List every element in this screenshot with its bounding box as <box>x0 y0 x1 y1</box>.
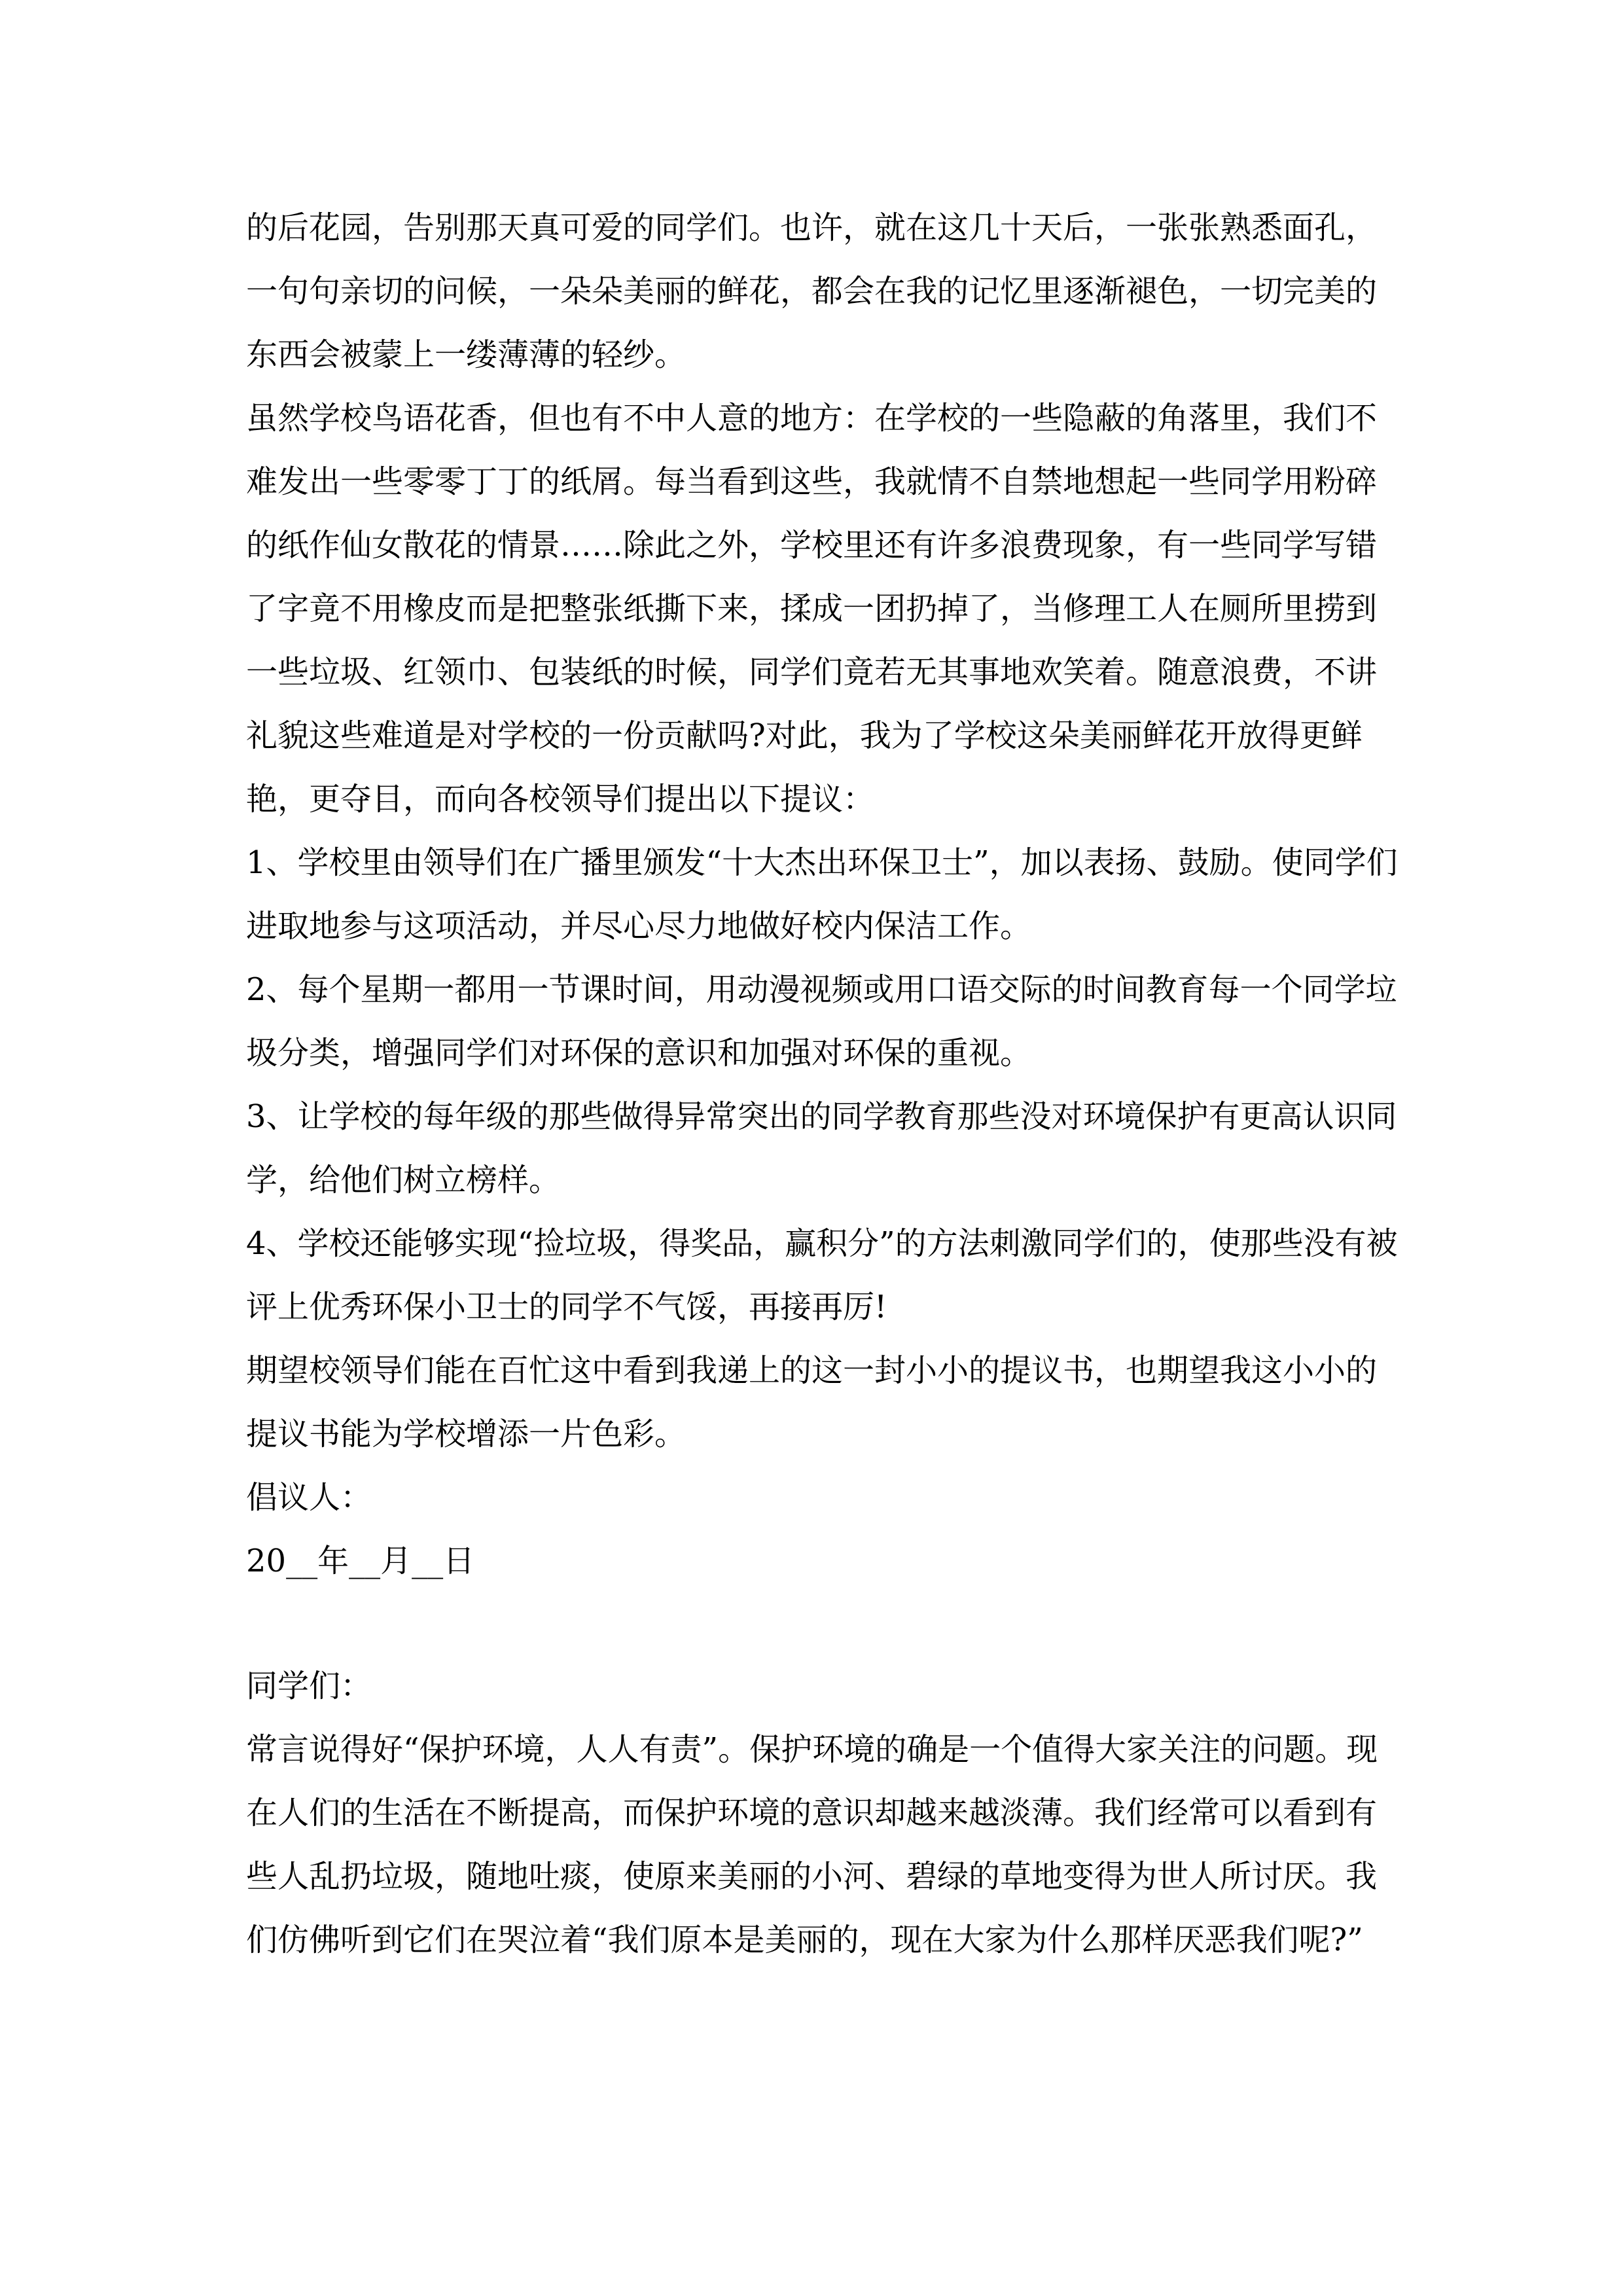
letter-body-continued <box>246 196 1398 1593</box>
date-line: 20__年__月__日 <box>246 1543 475 1579</box>
proposal-item-3: 3、让学校的每年级的那些做得异常突出的同学教育那些没对环境保护有更高认识同学，给他们树立榜样。 <box>246 1098 1397 1198</box>
paragraph-farewell: 的后花园，告别那天真可爱的同学们。也许，就在这几十天后，一张张熟悉面孔，一句句亲切的问候，一朵朵美丽的鲜花，都会在我的记忆里逐渐褪色，一切完美的东西会被蒙上一缕薄薄的轻纱。 <box>246 209 1378 373</box>
paragraph-problems: 虽然学校鸟语花香，但也有不中人意的地方：在学校的一些隐蔽的角落里，我们不难发出一些零零丁丁的纸屑。每当看到这些，我就情不自禁地想起一些同学用粉碎的纸作仙女散花的情景……除此之外，学校里还有许多浪费现象，有一些同学写错了字竟不用橡皮而是把整张纸撕下来，揉成一团扔掉了，当修理工人在厕所里捞到一些垃圾、红领巾、包装纸的时候，同学们竟若无其事地欢笑着。随意浪费，不讲礼貌这些难道是对学校的一份贡献吗?对此，我为了学校这朵美丽鲜花开放得更鲜艳，更夺目，而向各校领导们提出以下提议： <box>246 400 1378 817</box>
proposal-item-1: 1、学校里由领导们在广播里颁发“十大杰出环保卫士”，加以表扬、鼓励。使同学们进取地参与这项活动，并尽心尽力地做好校内保洁工作。 <box>246 844 1398 944</box>
proposal-item-4: 4、学校还能够实现“捡垃圾，得奖品，赢积分”的方法刺激同学们的，使那些没有被评上优秀环保小卫士的同学不气馁，再接再厉! <box>246 1225 1398 1325</box>
signature-label: 倡议人： <box>246 1479 372 1516</box>
paragraph-closing: 期望校领导们能在百忙这中看到我递上的这一封小小的提议书，也期望我这小小的提议书能为学校增添一片色彩。 <box>246 1352 1378 1452</box>
proposal-item-2: 2、每个星期一都用一节课时间，用动漫视频或用口语交际的时间教育每一个同学垃圾分类，增强同学们对环保的意识和加强对环保的重视。 <box>246 971 1397 1071</box>
salutation: 同学们： <box>246 1668 372 1704</box>
second-letter <box>246 1655 1398 1972</box>
paragraph-intro: 常言说得好“保护环境，人人有责”。保护环境的确是一个值得大家关注的问题。现在人们的生活在不断提高，而保护环境的意识却越来越淡薄。我们经常可以看到有些人乱扔垃圾，随地吐痰，使原来美丽的小河、碧绿的草地变得为世人所讨厌。我们仿佛听到它们在哭泣着“我们原本是美丽的，现在大家为什么那样厌恶我们呢?” <box>246 1731 1378 1958</box>
